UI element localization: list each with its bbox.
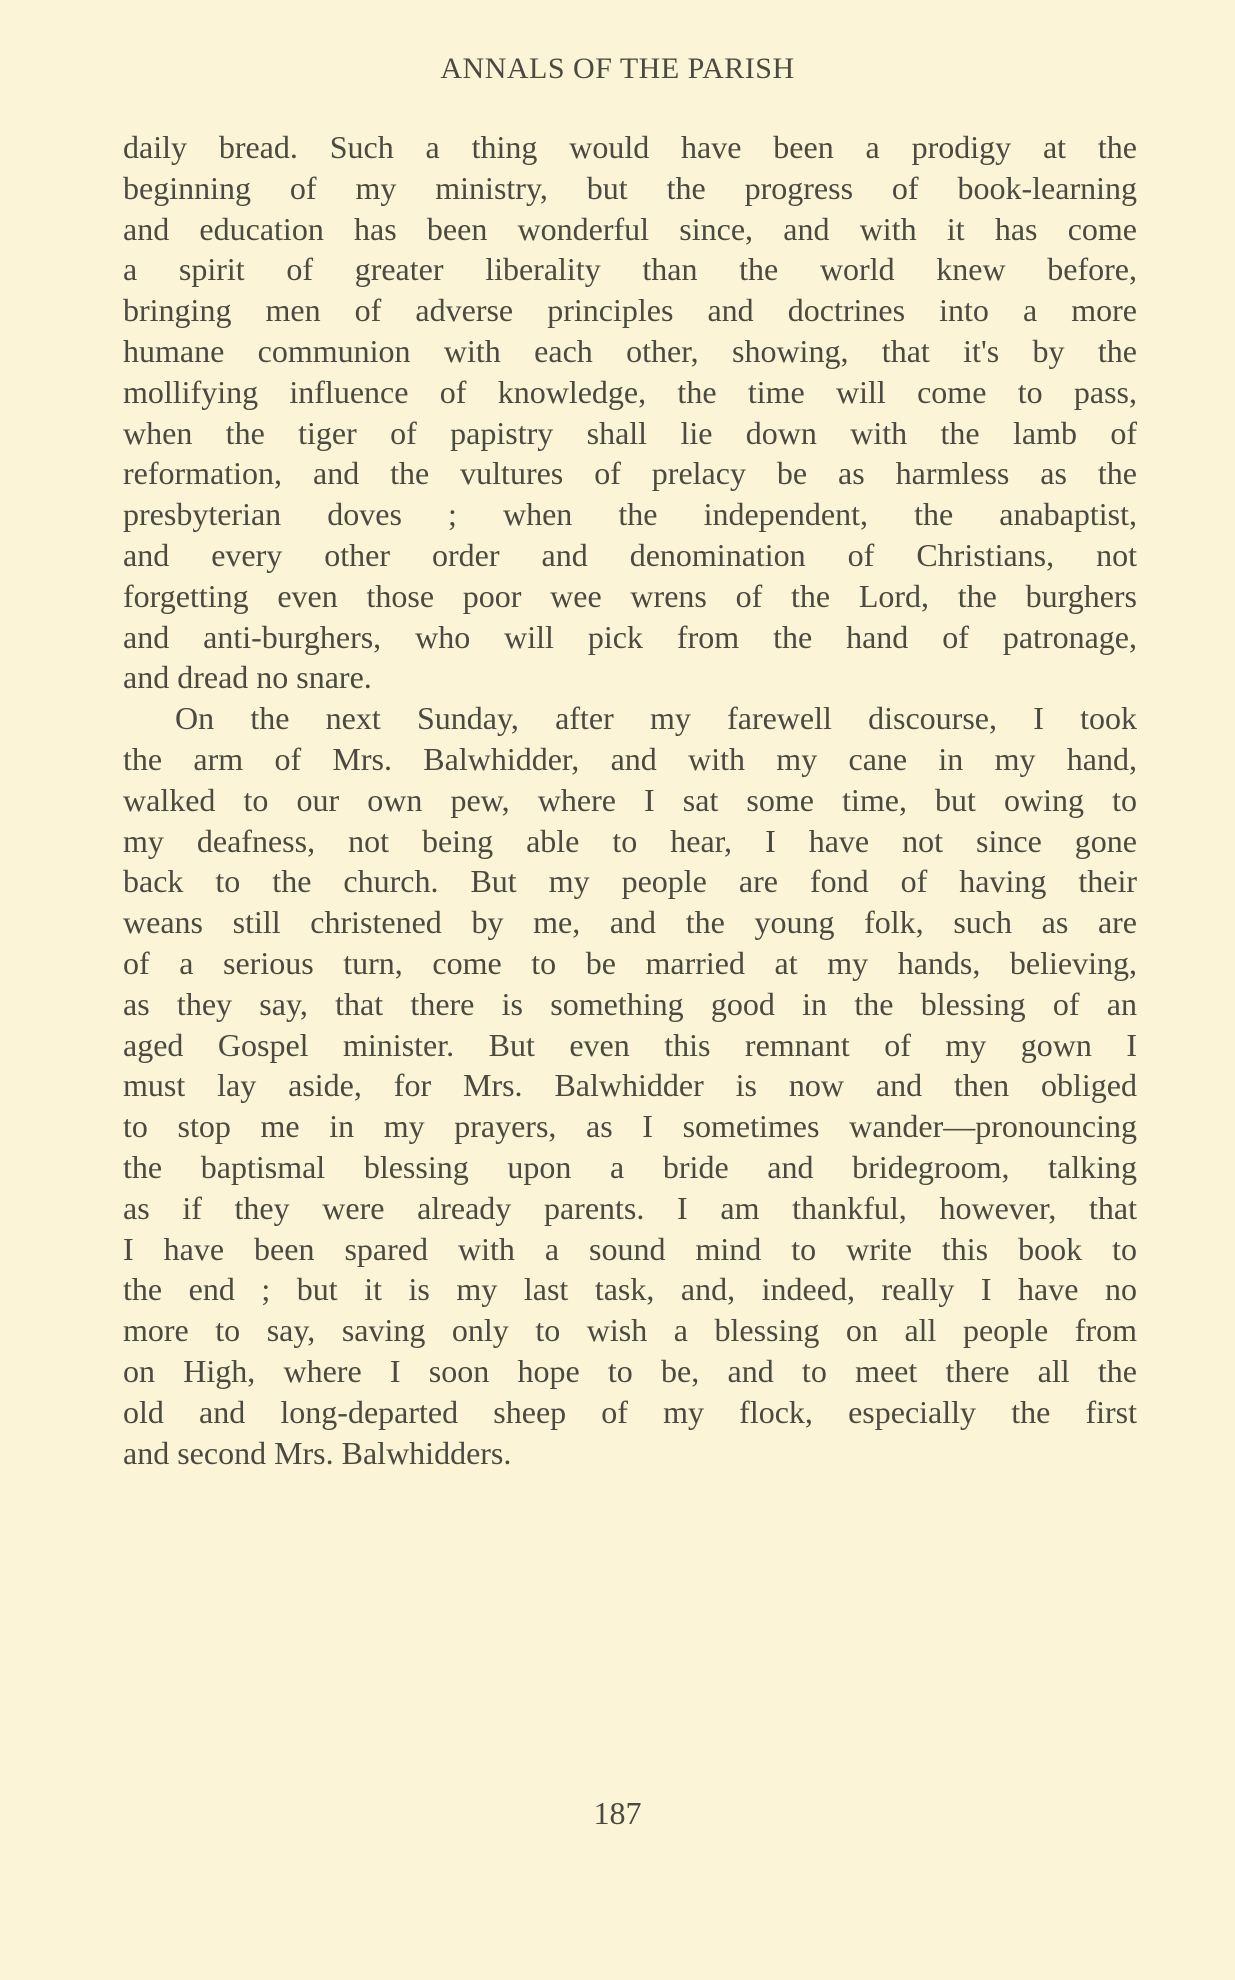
text-line: daily bread. Such a thing would have been a prodigy at the [123, 129, 1137, 165]
text-line: and every other order and denomination of Christians, not [123, 536, 1137, 573]
running-title: ANNALS OF THE PARISH [440, 52, 795, 85]
page-number: 187 [593, 1795, 642, 1831]
text-line: humane communion with each other, showing, that it's by the [123, 332, 1137, 369]
text-line: presbyterian doves ; when the independent, the anabaptist, [123, 496, 1137, 533]
text-line: beginning of my ministry, but the progress of book-learning [123, 169, 1137, 206]
text-line: bringing men of adverse principles and doctrines into a more [123, 292, 1137, 329]
text-line: mollifying influence of knowledge, the time will come to pass, [123, 373, 1137, 410]
text-line: and anti-burghers, who will pick from the hand of patronage, [123, 618, 1137, 655]
body-text [123, 127, 1137, 1473]
text-line: to stop me in my prayers, as I sometimes wander—pronouncing [123, 1108, 1137, 1145]
text-line: the arm of Mrs. Balwhidder, and with my cane in my hand, [123, 740, 1137, 777]
text-line: old and long-departed sheep of my flock, especially the first [123, 1393, 1137, 1430]
text-line: aged Gospel minister. But even this remnant of my gown I [123, 1026, 1137, 1063]
text-line: and education has been wonderful since, and with it has come [123, 210, 1137, 247]
text-line: when the tiger of papistry shall lie down with the lamb of [123, 414, 1137, 451]
text-line: more to say, saving only to wish a blessing on all people from [123, 1312, 1137, 1349]
text-line: must lay aside, for Mrs. Balwhidder is now and then obliged [123, 1067, 1137, 1104]
text-line: a spirit of greater liberality than the world knew before, [123, 251, 1137, 288]
text-line: I have been spared with a sound mind to write this book to [123, 1230, 1137, 1267]
text-line: the end ; but it is my last task, and, indeed, really I have no [123, 1271, 1137, 1308]
text-line: as if they were already parents. I am thankful, however, that [123, 1189, 1137, 1226]
text-line: weans still christened by me, and the young folk, such as are [123, 904, 1137, 941]
text-line: my deafness, not being able to hear, I have not since gone [123, 822, 1137, 859]
text-line: reformation, and the vultures of prelacy be as harmless as the [123, 455, 1137, 492]
paragraph [123, 127, 1137, 698]
text-line: On the next Sunday, after my farewell discourse, I took [175, 700, 1137, 737]
text-line: the baptismal blessing upon a bride and bridegroom, talking [123, 1148, 1137, 1185]
text-line: as they say, that there is something good in the blessing of an [123, 985, 1137, 1022]
text-line: of a serious turn, come to be married at my hands, believing, [123, 944, 1137, 981]
text-line: and dread no snare. [123, 659, 372, 696]
text-line: on High, where I soon hope to be, and to meet there all the [123, 1352, 1137, 1389]
text-line: back to the church. But my people are fond of having their [123, 863, 1137, 900]
text-line: and second Mrs. Balwhidders. [123, 1434, 512, 1471]
text-line: forgetting even those poor wee wrens of the Lord, the burghers [123, 577, 1137, 614]
text-line: walked to our own pew, where I sat some time, but owing to [123, 781, 1137, 818]
paragraph [123, 698, 1137, 1473]
